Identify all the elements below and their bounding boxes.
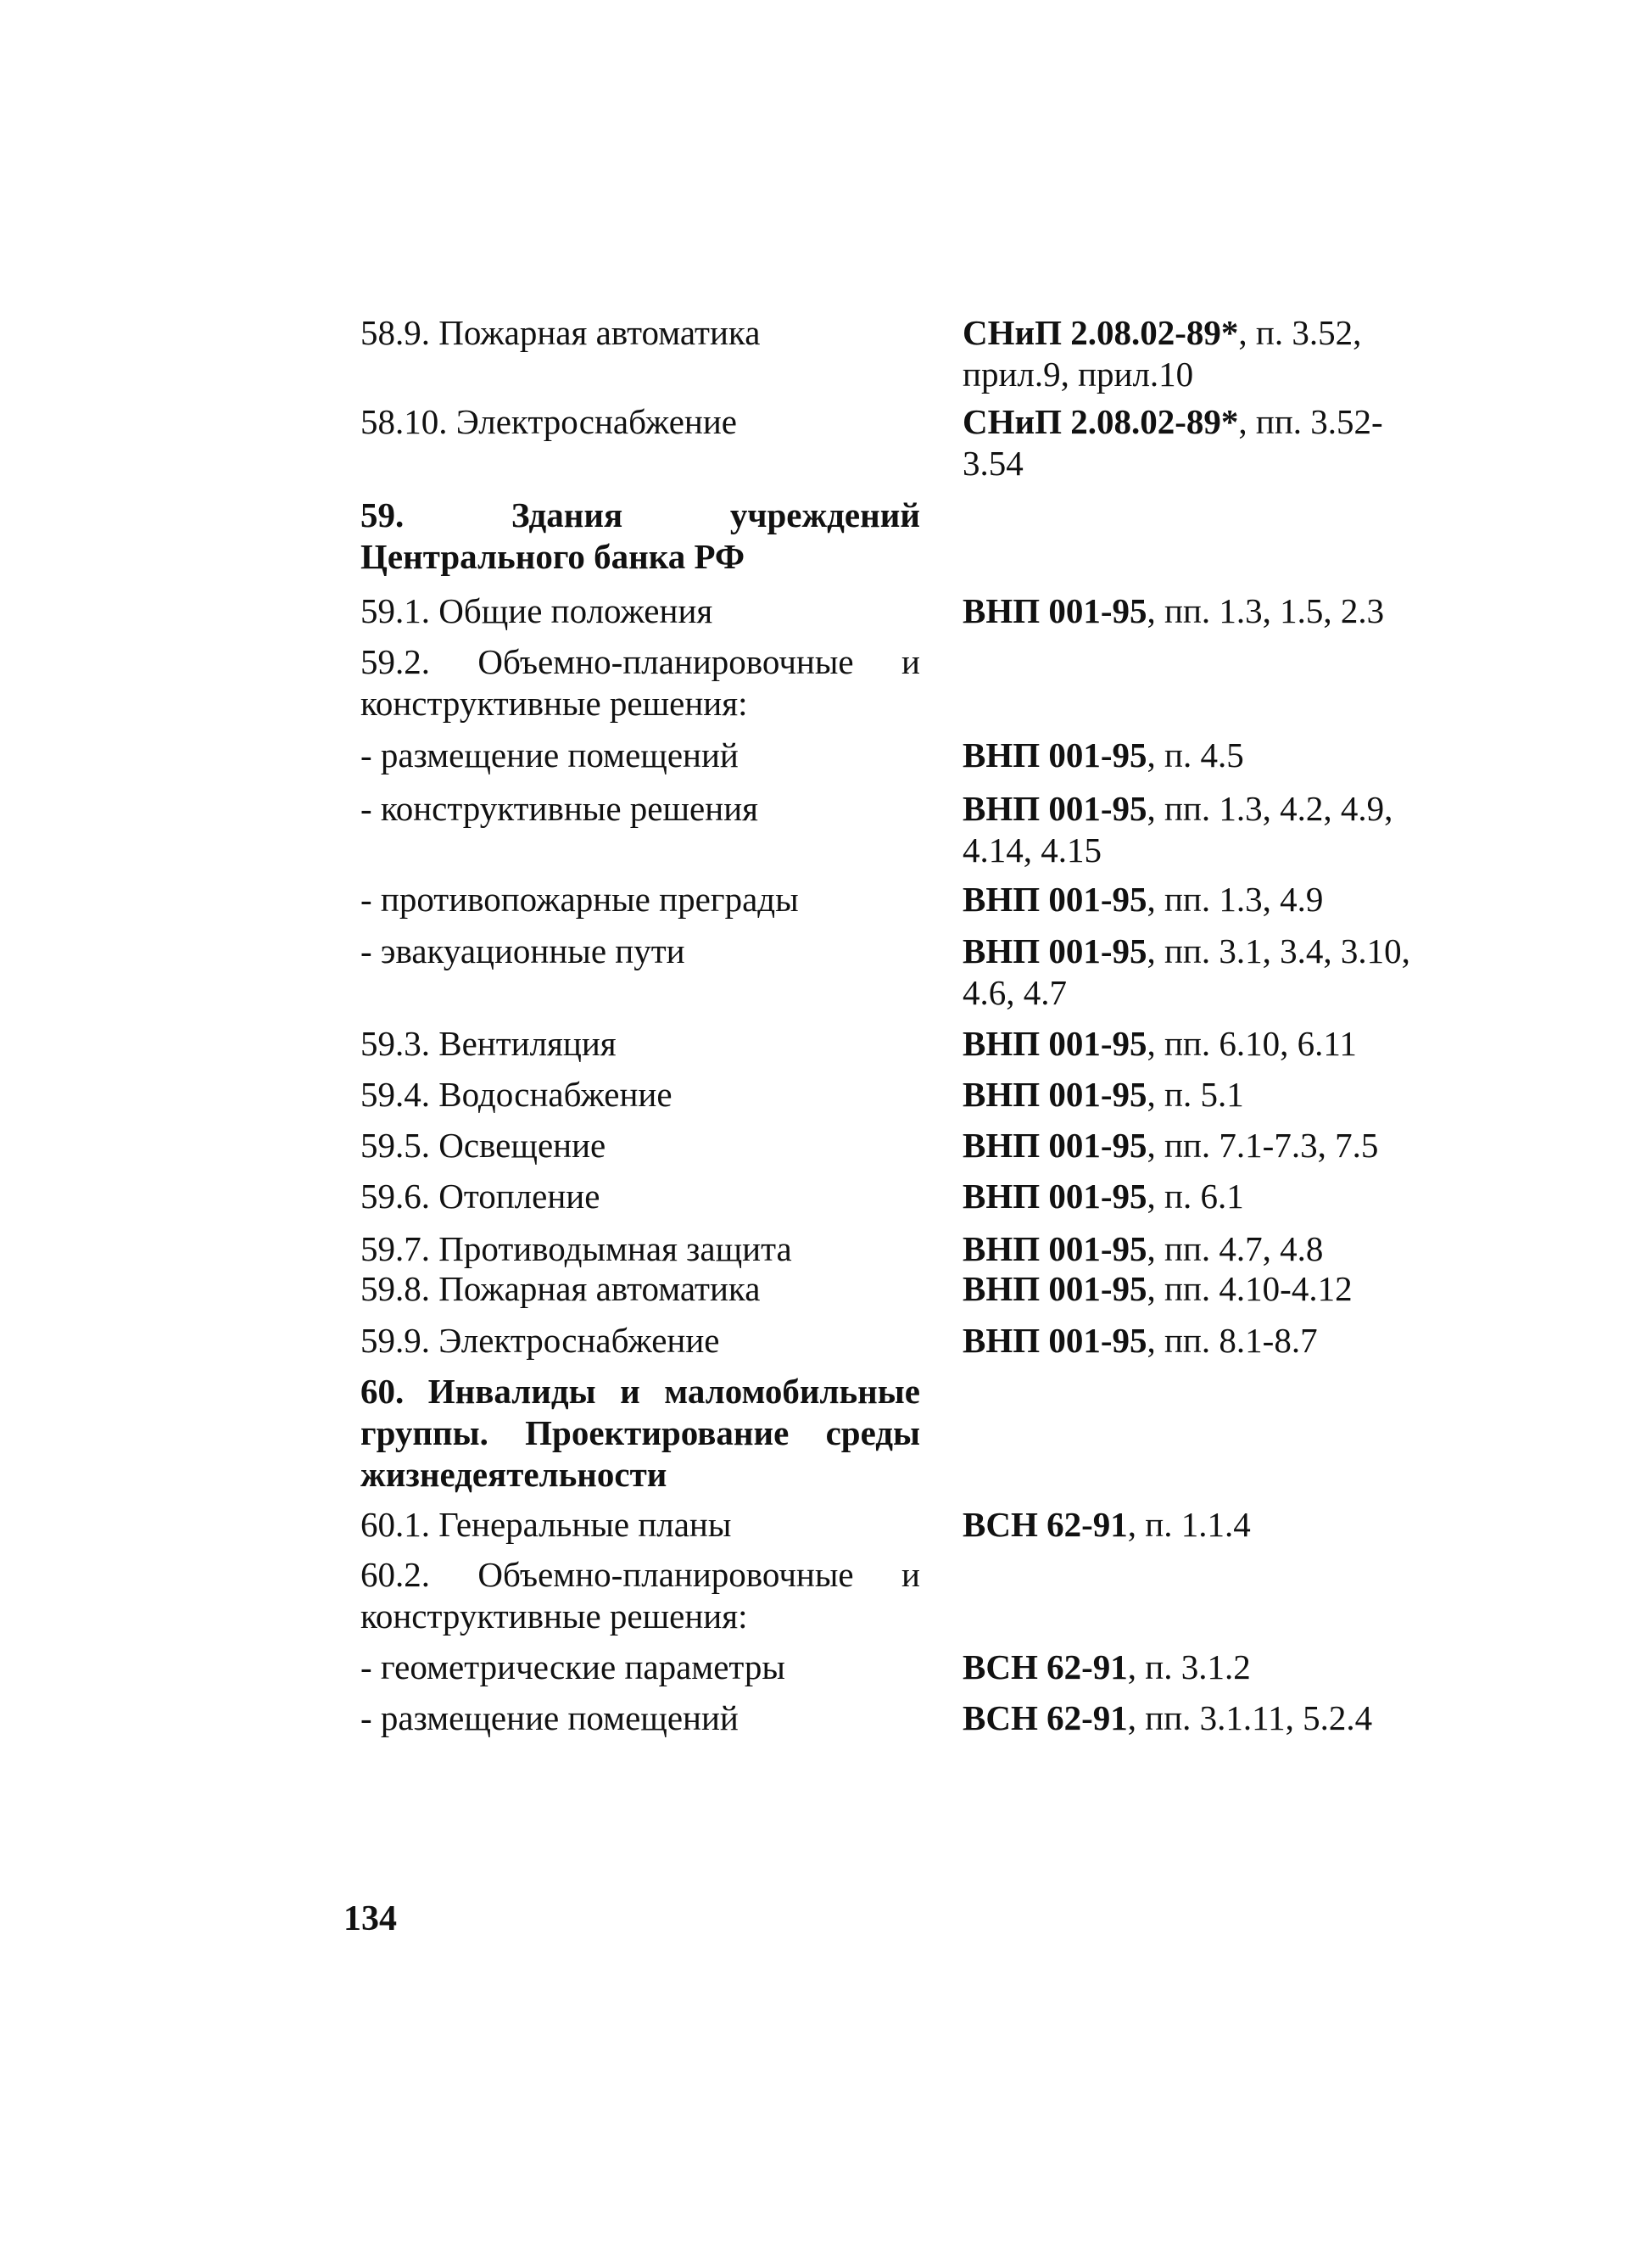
table-row	[360, 1023, 1433, 1074]
item-reference	[963, 590, 1433, 632]
reference-code: ВСН 62-91	[963, 1505, 1128, 1544]
item-title: - эвакуационные пути	[360, 931, 685, 970]
item-title: 59.3. Вентиляция	[360, 1024, 617, 1063]
item-title: 60.1. Генеральные планы	[360, 1505, 732, 1544]
section-heading: 60. Инвалиды и маломобильные группы. Проектирование среды жизнедеятельности	[360, 1372, 920, 1494]
item-reference	[963, 879, 1433, 920]
table-row	[360, 1697, 1433, 1782]
item-reference	[963, 312, 1433, 395]
table-row	[360, 1228, 1433, 1268]
norms-reference-table	[360, 312, 1433, 1782]
table-row	[360, 590, 1433, 641]
item-title: 59.7. Противодымная защита	[360, 1229, 792, 1268]
item-reference	[963, 1023, 1433, 1065]
item-title: 59.2. Объемно-планировочные и конструктивные решения:	[360, 642, 920, 723]
reference-code: ВНП 001-95	[963, 1229, 1147, 1268]
item-reference	[963, 735, 1433, 776]
reference-points: , пп. 4.10-4.12	[1147, 1269, 1353, 1308]
reference-code: ВНП 001-95	[963, 880, 1147, 919]
item-title: 59.8. Пожарная автоматика	[360, 1269, 761, 1308]
reference-code: ВНП 001-95	[963, 1126, 1147, 1165]
section-heading-row	[360, 495, 1433, 590]
page-number: 134	[343, 1899, 397, 1938]
reference-code: ВНП 001-95	[963, 1269, 1147, 1308]
reference-code: СНиП 2.08.02-89*	[963, 402, 1239, 441]
item-title: 60.2. Объемно-планировочные и конструктивные решения:	[360, 1555, 920, 1636]
table-row	[360, 931, 1433, 1023]
reference-points: , пп. 7.1-7.3, 7.5	[1147, 1126, 1379, 1165]
reference-points: , пп. 3.52-3.54	[963, 402, 1383, 483]
table-row	[360, 312, 1433, 401]
reference-code: СНиП 2.08.02-89*	[963, 313, 1239, 352]
item-title: 59.6. Отопление	[360, 1177, 600, 1216]
reference-points: , п. 1.1.4	[1127, 1505, 1251, 1544]
item-title: - геометрические параметры	[360, 1647, 785, 1686]
item-reference	[963, 788, 1433, 871]
section-heading-row	[360, 1371, 1433, 1504]
item-reference	[963, 931, 1433, 1014]
reference-points: , п. 4.5	[1147, 735, 1244, 774]
item-title: 59.4. Водоснабжение	[360, 1075, 673, 1114]
table-row	[360, 1554, 1433, 1647]
table-row	[360, 1647, 1433, 1697]
reference-points: , п. 3.52, прил.9, прил.10	[963, 313, 1362, 394]
reference-points: , пп. 4.7, 4.8	[1147, 1229, 1324, 1268]
item-reference	[963, 1125, 1433, 1166]
reference-points: , пп. 8.1-8.7	[1147, 1321, 1318, 1360]
item-title: - размещение помещений	[360, 735, 739, 774]
table-row	[360, 1074, 1433, 1125]
item-title: 59.5. Освещение	[360, 1126, 606, 1165]
reference-points: , пп. 1.3, 4.2, 4.9, 4.14, 4.15	[963, 789, 1393, 870]
reference-code: ВНП 001-95	[963, 931, 1147, 970]
table-row	[360, 1125, 1433, 1176]
table-row	[360, 735, 1433, 788]
item-reference	[963, 401, 1433, 484]
item-reference	[963, 1074, 1433, 1116]
table-row	[360, 879, 1433, 931]
item-reference	[963, 1176, 1433, 1217]
item-title: 59.1. Общие положения	[360, 591, 713, 630]
reference-points: , пп. 1.3, 4.9	[1147, 880, 1324, 919]
table-row	[360, 401, 1433, 495]
item-title: - размещение помещений	[360, 1698, 739, 1737]
reference-points: , пп. 1.3, 1.5, 2.3	[1147, 591, 1385, 630]
reference-code: ВНП 001-95	[963, 789, 1147, 828]
item-reference	[963, 1504, 1433, 1546]
reference-points: , п. 6.1	[1147, 1177, 1244, 1216]
item-reference	[963, 1320, 1433, 1362]
table-row	[360, 1268, 1433, 1320]
reference-points: , п. 5.1	[1147, 1075, 1244, 1114]
section-heading: 59. Здания учреждений Центрального банка РФ	[360, 495, 920, 576]
item-reference	[963, 1228, 1433, 1270]
table-row	[360, 641, 1433, 735]
reference-points: , пп. 3.1.11, 5.2.4	[1127, 1698, 1373, 1737]
item-title: - противопожарные преграды	[360, 880, 799, 919]
reference-code: ВНП 001-95	[963, 1024, 1147, 1063]
reference-code: ВСН 62-91	[963, 1698, 1128, 1737]
item-reference	[963, 1647, 1433, 1688]
reference-points: , п. 3.1.2	[1127, 1647, 1251, 1686]
table-row	[360, 1176, 1433, 1228]
item-title: - конструктивные решения	[360, 789, 758, 828]
reference-code: ВНП 001-95	[963, 1321, 1147, 1360]
reference-points: , пп. 3.1, 3.4, 3.10, 4.6, 4.7	[963, 931, 1410, 1012]
item-title: 58.10. Электроснабжение	[360, 402, 737, 441]
reference-code: ВНП 001-95	[963, 735, 1147, 774]
reference-code: ВСН 62-91	[963, 1647, 1128, 1686]
reference-points: , пп. 6.10, 6.11	[1147, 1024, 1357, 1063]
item-title: 58.9. Пожарная автоматика	[360, 313, 761, 352]
table-row	[360, 788, 1433, 879]
item-reference	[963, 1268, 1433, 1310]
table-row	[360, 1504, 1433, 1554]
reference-code: ВНП 001-95	[963, 591, 1147, 630]
table-row	[360, 1320, 1433, 1371]
item-title: 59.9. Электроснабжение	[360, 1321, 720, 1360]
item-reference	[963, 1697, 1433, 1739]
reference-code: ВНП 001-95	[963, 1177, 1147, 1216]
reference-code: ВНП 001-95	[963, 1075, 1147, 1114]
